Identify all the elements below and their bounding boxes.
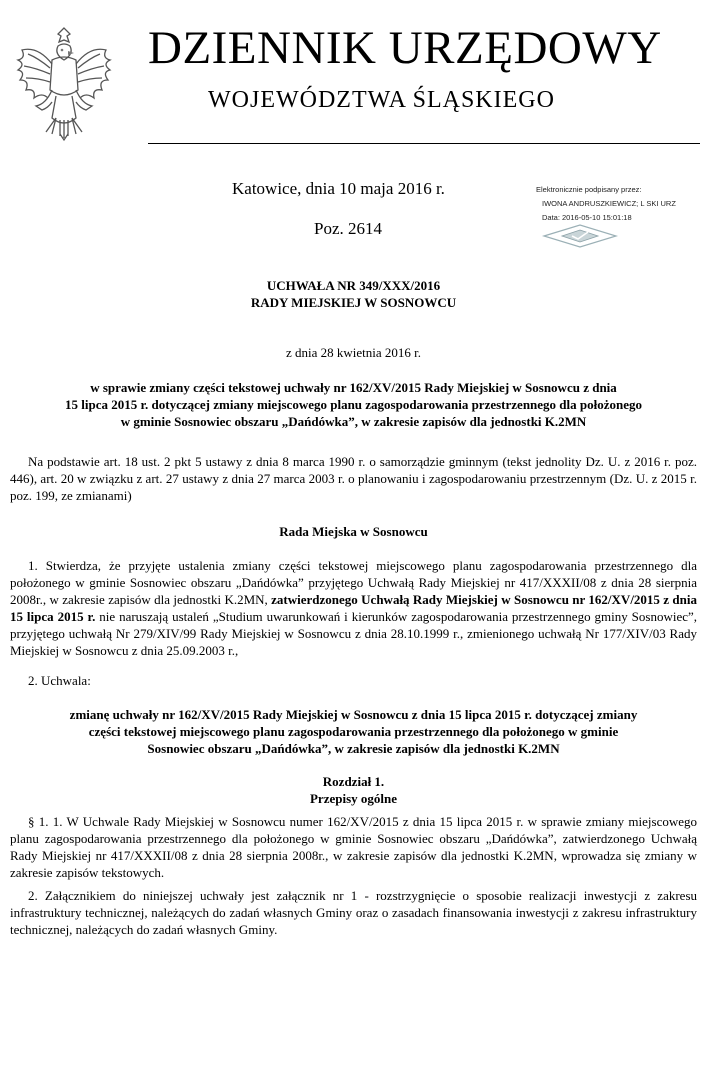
electronic-signature [536, 183, 704, 225]
amendment-line: części tekstowej miejscowego planu zagospodarowania przestrzennego dla położonego w gminie [88, 724, 619, 739]
paragraph-1-text: 1. Stwierdza, że przyjęte ustalenia zmiany części tekstowej miejscowego planu zagospodarowania przestrzennego dla położonego w gminie Sosnowiec obszaru „Dańdówka” przyjętego Uchwałą Rady Miejskiej nr 417/XXXII/08 z dnia 28 sierpnia 2008r., w zakresie zapisów dla jednostki K.2MN, [10, 558, 697, 607]
act-subject-line: w sprawie zmiany części tekstowej uchwały nr 162/XV/2015 Rady Miejskiej w Sosnowcu z dnia [90, 380, 617, 395]
act-authority: RADY MIEJSKIEJ W SOSNOWCU [250, 295, 457, 310]
journal-title: DZIENNIK URZĘDOWY [148, 22, 662, 74]
chapter-subtitle: Przepisy ogólne [309, 791, 397, 806]
signature-signer: IWONA ANDRUSZKIEWICZ; L SKI URZ [542, 199, 676, 208]
amendment-line: zmianę uchwały nr 162/XV/2015 Rady Miejskiej w Sosnowcu z dnia 15 lipca 2015 r. dotyczącej zmiany [69, 707, 638, 722]
section-1-point-2: 2. Załącznikiem do niniejszej uchwały jest załącznik nr 1 - rozstrzygnięcie o sposobie realizacji inwestycji z zakresu infrastruktury technicznej, należących do zadań własnych Gminy oraz o zasadach finansowania inwestycji z zakresu infrastruktury technicznej, należących do zadań własnych Gminy. [10, 888, 697, 937]
chapter-heading [10, 773, 697, 807]
act-date: z dnia 28 kwietnia 2016 r. [285, 345, 422, 360]
signature-date: Data: 2016-05-10 15:01:18 [542, 213, 632, 222]
section-1-point-1: § 1. 1. W Uchwale Rady Miejskiej w Sosnowcu numer 162/XV/2015 z dnia 15 lipca 2015 r. w sprawie zmiany miejscowego planu zagospodarowania przestrzennego dla położonego w gminie Sosnowiec obszaru „Dańdówka”, zatwierdzonego Uchwałą Rady Miejskiej nr 417/XXXII/08 z dnia 28 sierpnia 2008r., w zakresie zapisów dla jednostki K.2MN, wprowadza się zmiany w zakresie zapisów tekstowych. [10, 814, 697, 880]
header-divider [148, 143, 700, 144]
eagle-emblem-icon [8, 20, 120, 150]
paragraph-1-text: nie naruszają ustaleń „Studium uwarunkowań i kierunków zagospodarowania przestrzennego gminy Sosnowiec”, przyjętego uchwałą Nr 279/XIV/99 Rady Miejskiej w Sosnowcu z dnia 28.10.1999 r., zmienionego uchwałą Nr 177/XIV/03 Rady Miejskiej w Sosnowcu z dnia 25.09.2003 r., [10, 609, 698, 658]
signature-label: Elektronicznie podpisany przez: [536, 185, 642, 194]
signature-check-icon [540, 222, 620, 248]
amendment-title [10, 706, 697, 757]
act-subject [10, 379, 697, 430]
journal-subtitle: WOJEWÓDZTWA ŚLĄSKIEGO [208, 87, 555, 113]
act-subject-line: 15 lipca 2015 r. dotyczącej zmiany miejscowego planu zagospodarowania przestrzennego dla położonego [64, 397, 642, 412]
council-name: Rada Miejska w Sosnowcu [279, 524, 428, 539]
chapter-title: Rozdział 1. [322, 774, 385, 789]
paragraph-2: 2. Uchwala: [28, 673, 91, 688]
paragraph-1-bold: zatwierdzonego Uchwałą Rady Miejskiej w Sosnowcu nr 162/XV/2015 z dnia 15 lipca 2015 r. [10, 592, 698, 624]
publication-place-date: Katowice, dnia 10 maja 2016 r. [232, 179, 445, 198]
paragraph-1 [10, 557, 697, 659]
position-number: Poz. 2614 [314, 219, 382, 238]
legal-basis: Na podstawie art. 18 ust. 2 pkt 5 ustawy z dnia 8 marca 1990 r. o samorządzie gminnym (tekst jednolity Dz. U. z 2016 r. poz. 446), art. 20 w związku z art. 27 ustawy z dnia 27 marca 2003 r. o planowaniu i zagospodarowaniu przestrzennym (Dz. U. z 2015 r. poz. 199, ze zmianami) [10, 454, 697, 503]
act-subject-line: w gminie Sosnowiec obszaru „Dańdówka”, w zakresie zapisów dla jednostki K.2MN [120, 414, 587, 429]
document-body [10, 277, 697, 938]
act-number: UCHWAŁA NR 349/XXX/2016 [266, 278, 441, 293]
amendment-line: Sosnowiec obszaru „Dańdówka”, w zakresie zapisów dla jednostki K.2MN [147, 741, 560, 756]
